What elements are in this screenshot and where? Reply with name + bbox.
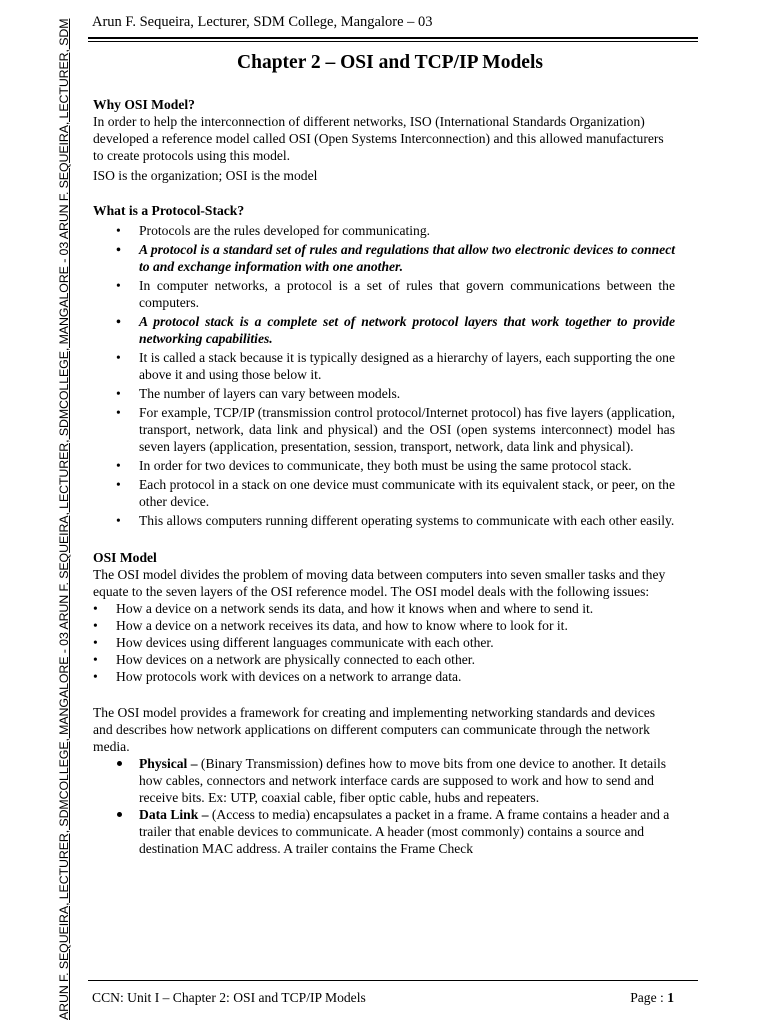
- osi-layer-item: [93, 755, 675, 806]
- why-osi-paragraph: In order to help the interconnection of different networks, ISO (International Standards Organization) developed a reference model called OSI (Open Systems Interconnection) and this allowed manufacturers to create protocols using this model.: [93, 114, 664, 163]
- osi-issues-list: [93, 600, 675, 685]
- protocol-stack-item: • Each protocol in a stack on one device must communicate with its equivalent stack, or peer, on the other device.: [93, 476, 675, 510]
- chapter-title: Chapter 2 – OSI and TCP/IP Models: [237, 52, 543, 73]
- heading-protocol-stack: What is a Protocol-Stack?: [93, 203, 245, 218]
- side-watermark: ARUN F. SEQUEIRA, LECTURER, SDMCOLLEGE, MANGALORE - 03 ARUN F. SEQUEIRA, LECTURER, SDMCOLLEGE, MANGALORE - 03 ARUN F. SEQUEIRA, LECTURER, SDM: [57, 18, 71, 1020]
- protocol-stack-item: • For example, TCP/IP (transmission control protocol/Internet protocol) has five layers (application, transport, network, data link and physical) and the OSI (open systems interconnect) model has seven layers (application, presentation, session, transport, network, data link and physical).: [93, 404, 675, 455]
- heading-osi-model: OSI Model: [93, 550, 157, 565]
- page-label: Page :: [630, 990, 668, 1005]
- document-body: [93, 52, 675, 857]
- protocol-stack-item: • It is called a stack because it is typically designed as a hierarchy of layers, each supporting the one above it and using those below it.: [93, 349, 675, 383]
- osi-layer-name: Data Link –: [139, 807, 209, 822]
- osi-framework-paragraph: The OSI model provides a framework for creating and implementing networking standards and devices and describes how network applications on different computers can communicate through the network media.: [93, 705, 656, 754]
- protocol-stack-item: • A protocol is a standard set of rules and regulations that allow two electronic devices to connect to and exchange information with one another.: [93, 241, 675, 275]
- protocol-stack-list: [93, 222, 675, 529]
- protocol-stack-item: • In order for two devices to communicate, they both must be using the same protocol stack.: [93, 457, 675, 474]
- page-number: [630, 990, 674, 1006]
- protocol-stack-item: • The number of layers can vary between models.: [93, 385, 675, 402]
- osi-issue-item: • How a device on a network sends its data, and how it knows when and where to send it.: [93, 600, 675, 617]
- protocol-stack-item: • A protocol stack is a complete set of network protocol layers that work together to provide networking capabilities.: [93, 313, 675, 347]
- heading-why-osi: Why OSI Model?: [93, 97, 195, 112]
- page-header: Arun F. Sequeira, Lecturer, SDM College, Mangalore – 03: [92, 14, 433, 30]
- osi-layer-name: Physical –: [139, 756, 198, 771]
- osi-issue-item: • How a device on a network receives its data, and how to know where to look for it.: [93, 617, 675, 634]
- osi-issue-item: • How devices on a network are physically connected to each other.: [93, 651, 675, 668]
- osi-issue-item: • How devices using different languages communicate with each other.: [93, 634, 675, 651]
- osi-layer-item: [93, 806, 675, 857]
- why-osi-note: ISO is the organization; OSI is the model: [93, 168, 318, 183]
- footer-title: CCN: Unit I – Chapter 2: OSI and TCP/IP Models: [92, 990, 366, 1005]
- header-rule-thin: [88, 41, 698, 42]
- protocol-stack-item: • Protocols are the rules developed for communicating.: [93, 222, 675, 239]
- osi-layer-description: (Binary Transmission) defines how to move bits from one device to another. It details how cables, connectors and network interface cards are supposed to work and how to send and receive bits. Ex: UTP, coaxial cable, fiber optic cable, hubs and repeaters.: [139, 756, 667, 805]
- osi-issue-item: • How protocols work with devices on a network to arrange data.: [93, 668, 675, 685]
- header-rule-thick: [88, 37, 698, 39]
- protocol-stack-item: • This allows computers running different operating systems to communicate with each other easily.: [93, 512, 675, 529]
- osi-layers-list: [93, 755, 675, 857]
- page-number-value: 1: [667, 990, 674, 1005]
- footer-rule: [88, 980, 698, 981]
- osi-layer-description: (Access to media) encapsulates a packet in a frame. A frame contains a header and a trailer that enable devices to communicate. A header (most commonly) contains a source and destination MAC address. A trailer contains the Frame Check: [139, 807, 670, 856]
- protocol-stack-item: • In computer networks, a protocol is a set of rules that govern communications between the computers.: [93, 277, 675, 311]
- osi-intro-paragraph: The OSI model divides the problem of moving data between computers into seven smaller tasks and they equate to the seven layers of the OSI reference model. The OSI model deals with the following issues:: [93, 567, 666, 599]
